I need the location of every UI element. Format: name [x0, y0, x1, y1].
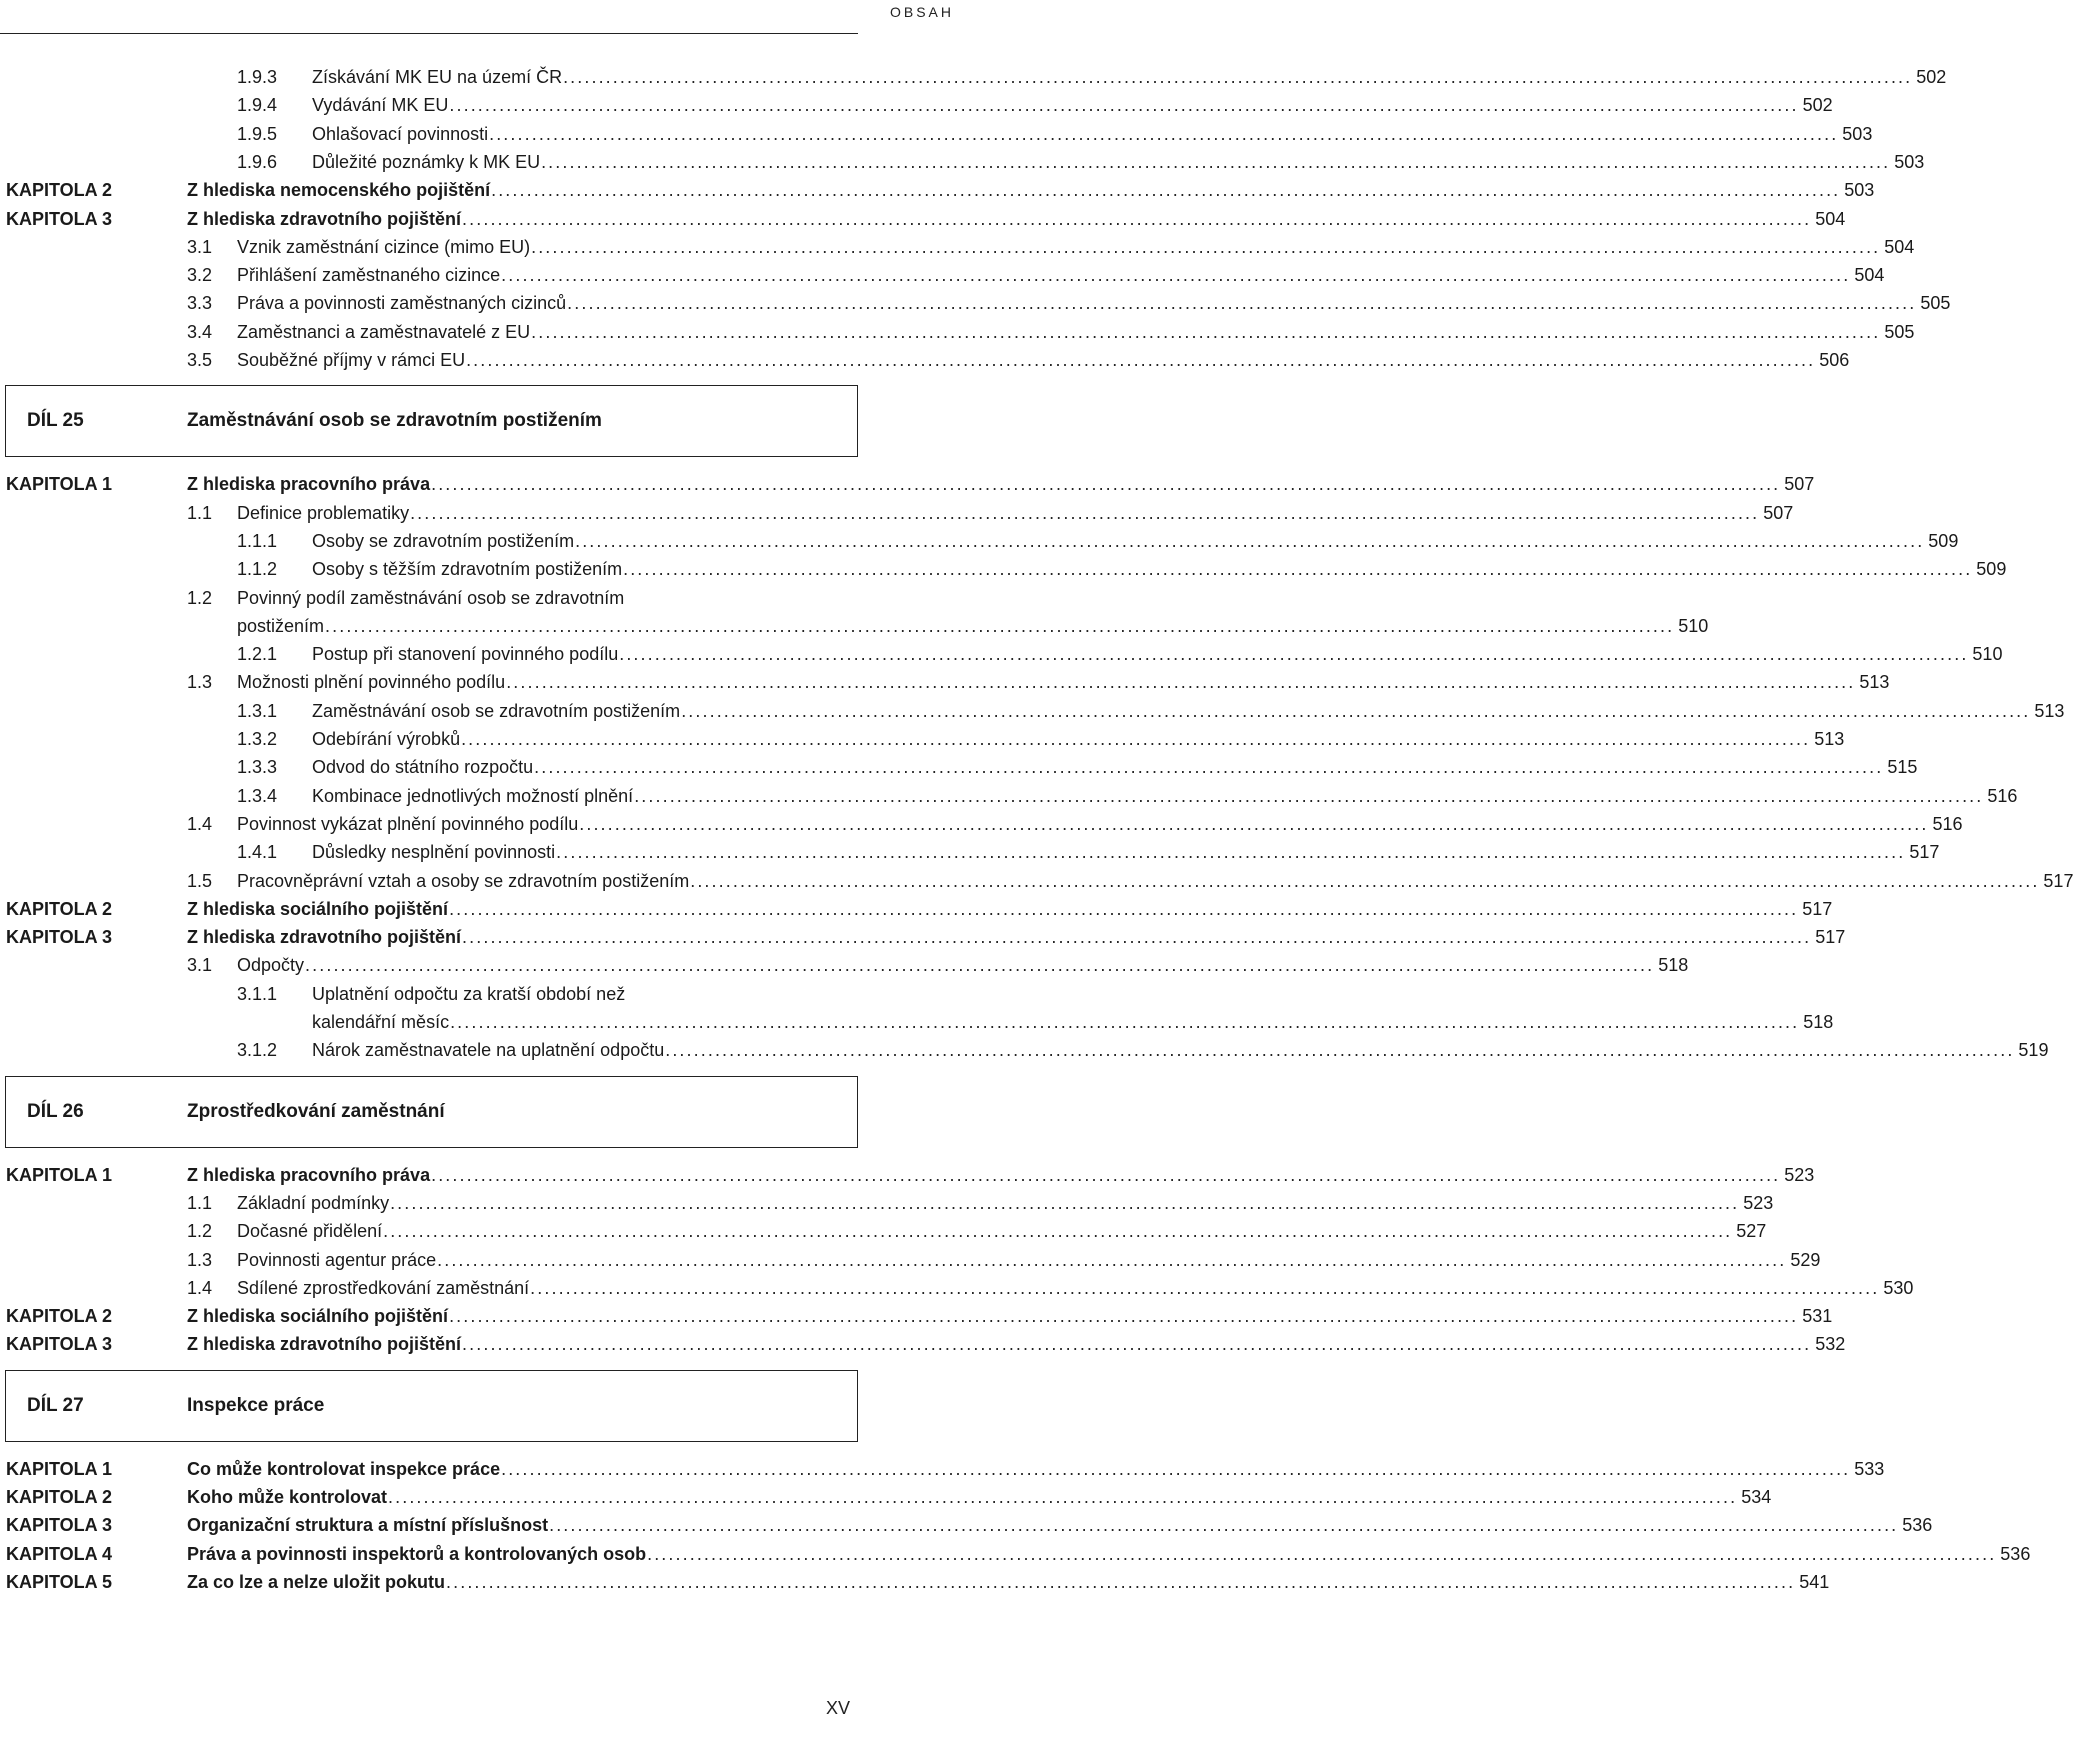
page-ref: 503 — [1894, 151, 1925, 172]
section-number: 3.4 — [187, 321, 213, 342]
page-ref: 541 — [1799, 1571, 1830, 1592]
chapter-number: KAPITOLA 4 — [6, 1543, 113, 1564]
dot-leader: .............................................................................................................................................................................................. — [534, 757, 1884, 778]
entry-title: Základní podmínky — [237, 1192, 390, 1213]
page-ref: 513 — [1814, 729, 1845, 749]
entry-title: Z hlediska zdravotního pojištění — [187, 927, 462, 948]
toc-entry[interactable] — [0, 981, 960, 1007]
dot-leader: .............................................................................................................................................................................................. — [325, 615, 1675, 636]
dot-leader: .............................................................................................................................................................................................. — [466, 350, 1816, 370]
page-ref: 516 — [1987, 785, 2018, 806]
page-ref: 515 — [1887, 757, 1918, 778]
chapter-number: KAPITOLA 2 — [6, 1306, 113, 1327]
toc-entry[interactable] — [0, 613, 1709, 639]
page-ref: 504 — [1854, 265, 1885, 286]
chapter-entry[interactable] — [0, 1569, 1830, 1595]
entry-title: Z hlediska pracovního práva — [187, 1164, 431, 1185]
dot-leader: .............................................................................................................................................................................................. — [437, 1249, 1787, 1270]
entry-title: Povinnosti agentur práce — [237, 1249, 437, 1270]
dot-leader: .............................................................................................................................................................................................. — [449, 95, 1799, 116]
section-number: 3.1 — [187, 236, 213, 257]
entry-title: postižením — [237, 615, 325, 636]
chapter-entry[interactable] — [0, 1512, 1933, 1538]
entry-title: Z hlediska zdravotního pojištění — [187, 1334, 462, 1355]
page-ref: 519 — [2018, 1040, 2049, 1061]
dot-leader: .............................................................................................................................................................................................. — [388, 1487, 1738, 1507]
entry-title: Uplatnění odpočtu za kratší období než — [312, 983, 626, 1004]
section-number: 1.3.1 — [237, 700, 278, 721]
toc-entry[interactable] — [0, 811, 1963, 837]
entry-title: Důsledky nesplnění povinnosti — [312, 842, 556, 863]
part-title: Zaměstnávání osob se zdravotním postižením — [187, 410, 602, 432]
section-number: 3.1 — [187, 955, 213, 976]
page-ref: 516 — [1932, 813, 1963, 834]
toc-entry[interactable] — [0, 556, 2007, 582]
toc-entry[interactable] — [0, 528, 1959, 554]
section-number: 1.5 — [187, 870, 213, 891]
page-ref: 504 — [1815, 208, 1846, 229]
toc-entry[interactable] — [0, 726, 1845, 752]
dot-leader: .............................................................................................................................................................................................. — [462, 927, 1812, 948]
dot-leader: .............................................................................................................................................................................................. — [690, 870, 2040, 891]
dot-leader: .............................................................................................................................................................................................. — [431, 474, 1781, 495]
toc-entry[interactable] — [0, 290, 1951, 316]
dot-leader: .............................................................................................................................................................................................. — [531, 321, 1881, 342]
part-title: Inspekce práce — [187, 1394, 325, 1416]
chapter-number: KAPITOLA 1 — [6, 1458, 113, 1479]
page-ref: 531 — [1802, 1306, 1833, 1327]
section-number: 1.2.1 — [237, 644, 278, 665]
page-ref: 505 — [1920, 293, 1951, 314]
page-ref: 530 — [1883, 1277, 1914, 1298]
dot-leader: .............................................................................................................................................................................................. — [383, 1221, 1733, 1242]
dot-leader: .............................................................................................................................................................................................. — [410, 502, 1760, 523]
section-number: 1.4 — [187, 813, 213, 834]
chapter-entry[interactable] — [0, 924, 1846, 950]
entry-title: Kombinace jednotlivých možností plnění — [312, 785, 634, 806]
chapter-entry[interactable] — [0, 206, 1846, 232]
toc-entry[interactable] — [0, 121, 1873, 147]
entry-title: Z hlediska pracovního práva — [187, 474, 431, 495]
chapter-number: KAPITOLA 3 — [6, 927, 113, 948]
chapter-entry[interactable] — [0, 471, 1815, 497]
entry-title: Práva a povinnosti zaměstnaných cizinců — [237, 293, 567, 314]
toc-entry[interactable] — [0, 585, 960, 611]
page-ref: 507 — [1784, 474, 1815, 495]
toc-entry[interactable] — [0, 1037, 2049, 1063]
chapter-entry[interactable] — [0, 1456, 1885, 1482]
page-ref: 513 — [1859, 672, 1890, 693]
entry-title: Povinnost vykázat plnění povinného podílu — [237, 813, 579, 834]
dot-leader: .............................................................................................................................................................................................. — [556, 842, 1906, 863]
dot-leader: .............................................................................................................................................................................................. — [623, 559, 1973, 580]
entry-title: Z hlediska sociálního pojištění — [187, 898, 449, 919]
page-ref: 510 — [1972, 644, 2003, 665]
part-label: DÍL 27 — [27, 1394, 84, 1416]
page-ref: 533 — [1854, 1458, 1885, 1479]
dot-leader: .............................................................................................................................................................................................. — [549, 1515, 1899, 1536]
entry-title: Sdílené zprostředkování zaměstnání — [237, 1277, 530, 1298]
entry-title: Za co lze a nelze uložit pokutu — [187, 1571, 446, 1592]
chapter-entry[interactable] — [0, 177, 1875, 203]
chapter-number: KAPITOLA 2 — [6, 898, 113, 919]
toc-entry[interactable] — [0, 92, 1833, 118]
section-number: 1.4 — [187, 1277, 213, 1298]
dot-leader: .............................................................................................................................................................................................. — [489, 123, 1839, 144]
toc-entry[interactable] — [0, 783, 2018, 809]
toc-entry[interactable] — [0, 64, 1947, 90]
section-number: 1.1 — [187, 1192, 213, 1213]
dot-leader: .............................................................................................................................................................................................. — [531, 236, 1881, 257]
section-number: 1.3 — [187, 1249, 213, 1270]
toc-entry[interactable] — [0, 868, 2073, 894]
section-number: 1.1.2 — [237, 559, 278, 580]
entry-title: Postup při stanovení povinného podílu — [312, 644, 619, 665]
chapter-number: KAPITOLA 5 — [6, 1571, 113, 1592]
dot-leader: .............................................................................................................................................................................................. — [390, 1192, 1740, 1213]
section-number: 1.9.4 — [237, 95, 278, 116]
entry-title: Vznik zaměstnání cizince (mimo EU) — [237, 236, 531, 257]
entry-title: Přihlášení zaměstnaného cizince — [237, 265, 501, 286]
chapter-number: KAPITOLA 3 — [6, 1515, 113, 1536]
entry-title: Co může kontrolovat inspekce práce — [187, 1458, 501, 1479]
dot-leader: .............................................................................................................................................................................................. — [305, 955, 1655, 976]
dot-leader: .............................................................................................................................................................................................. — [530, 1277, 1880, 1298]
entry-title: Ohlašovací povinnosti — [312, 123, 489, 144]
entry-title: kalendářní měsíc — [312, 1012, 450, 1032]
dot-leader: .............................................................................................................................................................................................. — [501, 1458, 1851, 1479]
toc-entry[interactable] — [0, 149, 1925, 175]
header-label: OBSAH — [889, 4, 954, 20]
toc-entry[interactable] — [0, 839, 1940, 865]
section-number: 1.9.5 — [237, 123, 278, 144]
dot-leader: .............................................................................................................................................................................................. — [575, 530, 1925, 551]
page-ref: 505 — [1884, 321, 1915, 342]
section-number: 1.3.4 — [237, 785, 278, 806]
entry-title: Zaměstnanci a zaměstnavatelé z EU — [237, 321, 531, 342]
toc-entry[interactable] — [0, 347, 1850, 373]
dot-leader: .............................................................................................................................................................................................. — [579, 813, 1929, 834]
page-ref: 517 — [2043, 870, 2073, 891]
chapter-entry[interactable] — [0, 1541, 2031, 1567]
entry-title: Z hlediska zdravotního pojištění — [187, 208, 462, 229]
page-ref: 536 — [1902, 1515, 1933, 1536]
page-ref: 527 — [1736, 1221, 1767, 1242]
dot-leader: .............................................................................................................................................................................................. — [462, 208, 1812, 229]
page-ref: 509 — [1976, 559, 2007, 580]
part-heading — [5, 1370, 858, 1442]
chapter-entry[interactable] — [0, 1162, 1815, 1188]
entry-title: Odvod do státního rozpočtu — [312, 757, 534, 778]
entry-title: Organizační struktura a místní příslušnost — [187, 1515, 549, 1536]
dot-leader: .............................................................................................................................................................................................. — [563, 67, 1913, 87]
chapter-number: KAPITOLA 1 — [6, 1164, 113, 1185]
page-ref: 534 — [1741, 1487, 1772, 1507]
page-ref: 503 — [1844, 180, 1875, 201]
dot-leader: .............................................................................................................................................................................................. — [541, 151, 1891, 172]
part-heading — [5, 385, 858, 457]
toc-entry[interactable] — [0, 1275, 1914, 1301]
entry-title: Z hlediska nemocenského pojištění — [187, 180, 491, 201]
dot-leader: .............................................................................................................................................................................................. — [446, 1571, 1796, 1592]
section-number: 1.2 — [187, 1221, 213, 1242]
toc-entry[interactable] — [0, 234, 1915, 260]
toc-entry[interactable] — [0, 641, 2003, 667]
toc-entry[interactable] — [0, 669, 1890, 695]
page-ref: 513 — [2034, 700, 2065, 721]
toc-entry[interactable] — [0, 319, 1915, 345]
dot-leader: .............................................................................................................................................................................................. — [501, 265, 1851, 286]
page-ref: 502 — [1916, 67, 1947, 87]
section-number: 3.1.2 — [237, 1040, 278, 1061]
entry-title: Důležité poznámky k MK EU — [312, 151, 541, 172]
section-number: 1.3.3 — [237, 757, 278, 778]
entry-title: Souběžné příjmy v rámci EU — [237, 350, 466, 370]
section-number: 1.1.1 — [237, 530, 278, 551]
dot-leader: .............................................................................................................................................................................................. — [619, 644, 1969, 665]
toc-entry[interactable] — [0, 500, 1794, 526]
part-title: Zprostředkování zaměstnání — [187, 1100, 445, 1122]
section-number: 1.1 — [187, 502, 213, 523]
section-number: 1.9.3 — [237, 67, 278, 87]
chapter-number: KAPITOLA 2 — [6, 180, 113, 201]
chapter-entry[interactable] — [0, 1303, 1833, 1329]
chapter-entry[interactable] — [0, 896, 1833, 922]
dot-leader: .............................................................................................................................................................................................. — [431, 1164, 1781, 1185]
page-ref: 523 — [1743, 1192, 1774, 1213]
page-ref: 517 — [1909, 842, 1940, 863]
toc-entry[interactable] — [0, 952, 1689, 978]
chapter-entry[interactable] — [0, 1331, 1846, 1357]
page-number: XV — [826, 1698, 851, 1718]
entry-title: Práva a povinnosti inspektorů a kontrolovaných osob — [187, 1543, 647, 1564]
toc-entry[interactable] — [0, 1009, 1834, 1035]
toc-entry[interactable] — [0, 1218, 1767, 1244]
entry-title: Dočasné přidělení — [237, 1221, 383, 1242]
part-label: DÍL 25 — [27, 410, 84, 432]
entry-title: Koho může kontrolovat — [187, 1487, 388, 1507]
chapter-number: KAPITOLA 3 — [6, 208, 113, 229]
dot-leader: .............................................................................................................................................................................................. — [462, 1334, 1812, 1355]
page-ref: 506 — [1819, 350, 1850, 370]
section-number: 1.9.6 — [237, 151, 278, 172]
toc-entry[interactable] — [0, 1190, 1774, 1216]
chapter-number: KAPITOLA 1 — [6, 474, 113, 495]
entry-title: Nárok zaměstnavatele na uplatnění odpočtu — [312, 1040, 665, 1061]
entry-title: Definice problematiky — [237, 502, 410, 523]
dot-leader: .............................................................................................................................................................................................. — [665, 1040, 2015, 1061]
entry-title: Získávání MK EU na území ČR — [312, 67, 563, 87]
dot-leader: .............................................................................................................................................................................................. — [634, 785, 1984, 806]
dot-leader: .............................................................................................................................................................................................. — [647, 1543, 1997, 1564]
entry-title: Zaměstnávání osob se zdravotním postižením — [312, 700, 681, 721]
section-number: 1.3.2 — [237, 729, 278, 749]
entry-title: Možnosti plnění povinného podílu — [237, 672, 506, 693]
page-ref: 529 — [1790, 1249, 1821, 1270]
page-ref: 523 — [1784, 1164, 1815, 1185]
dot-leader: .............................................................................................................................................................................................. — [450, 1012, 1800, 1032]
page-ref: 517 — [1815, 927, 1846, 948]
chapter-entry[interactable] — [0, 1484, 1772, 1510]
dot-leader: .............................................................................................................................................................................................. — [461, 729, 1811, 749]
section-number: 3.2 — [187, 265, 213, 286]
entry-title: Povinný podíl zaměstnávání osob se zdravotním — [237, 587, 625, 608]
dot-leader: .............................................................................................................................................................................................. — [506, 672, 1856, 693]
chapter-number: KAPITOLA 3 — [6, 1334, 113, 1355]
section-number: 3.5 — [187, 350, 213, 370]
page-ref: 507 — [1763, 502, 1794, 523]
page-ref: 510 — [1678, 615, 1709, 636]
page-ref: 509 — [1928, 530, 1959, 551]
dot-leader: .............................................................................................................................................................................................. — [681, 700, 2031, 721]
section-number: 1.4.1 — [237, 842, 278, 863]
chapter-number: KAPITOLA 2 — [6, 1487, 113, 1507]
page-ref: 518 — [1658, 955, 1689, 976]
page-ref: 504 — [1884, 236, 1915, 257]
page-ref: 532 — [1815, 1334, 1846, 1355]
dot-leader: .............................................................................................................................................................................................. — [449, 898, 1799, 919]
page-ref: 502 — [1802, 95, 1833, 116]
entry-title: Odebírání výrobků — [312, 729, 461, 749]
part-heading — [5, 1076, 858, 1148]
entry-title: Osoby s těžším zdravotním postižením — [312, 559, 623, 580]
page-ref: 503 — [1842, 123, 1873, 144]
toc-entry[interactable] — [0, 698, 2065, 724]
dot-leader: .............................................................................................................................................................................................. — [491, 180, 1841, 201]
section-number: 3.3 — [187, 293, 213, 314]
dot-leader: .............................................................................................................................................................................................. — [449, 1306, 1799, 1327]
part-label: DÍL 26 — [27, 1100, 84, 1122]
entry-title: Pracovněprávní vztah a osoby se zdravotním postižením — [237, 870, 690, 891]
page-ref: 536 — [2000, 1543, 2031, 1564]
section-number: 1.2 — [187, 587, 213, 608]
header-rule — [0, 33, 858, 34]
section-number: 3.1.1 — [237, 983, 278, 1004]
dot-leader: .............................................................................................................................................................................................. — [567, 293, 1917, 314]
entry-title: Z hlediska sociálního pojištění — [187, 1306, 449, 1327]
entry-title: Vydávání MK EU — [312, 95, 449, 116]
toc-entry[interactable] — [0, 262, 1885, 288]
entry-title: Odpočty — [237, 955, 305, 976]
toc-entry[interactable] — [0, 754, 1918, 780]
toc-entry[interactable] — [0, 1247, 1821, 1273]
page-ref: 517 — [1802, 898, 1833, 919]
page-ref: 518 — [1803, 1012, 1834, 1032]
section-number: 1.3 — [187, 672, 213, 693]
entry-title: Osoby se zdravotním postižením — [312, 530, 575, 551]
